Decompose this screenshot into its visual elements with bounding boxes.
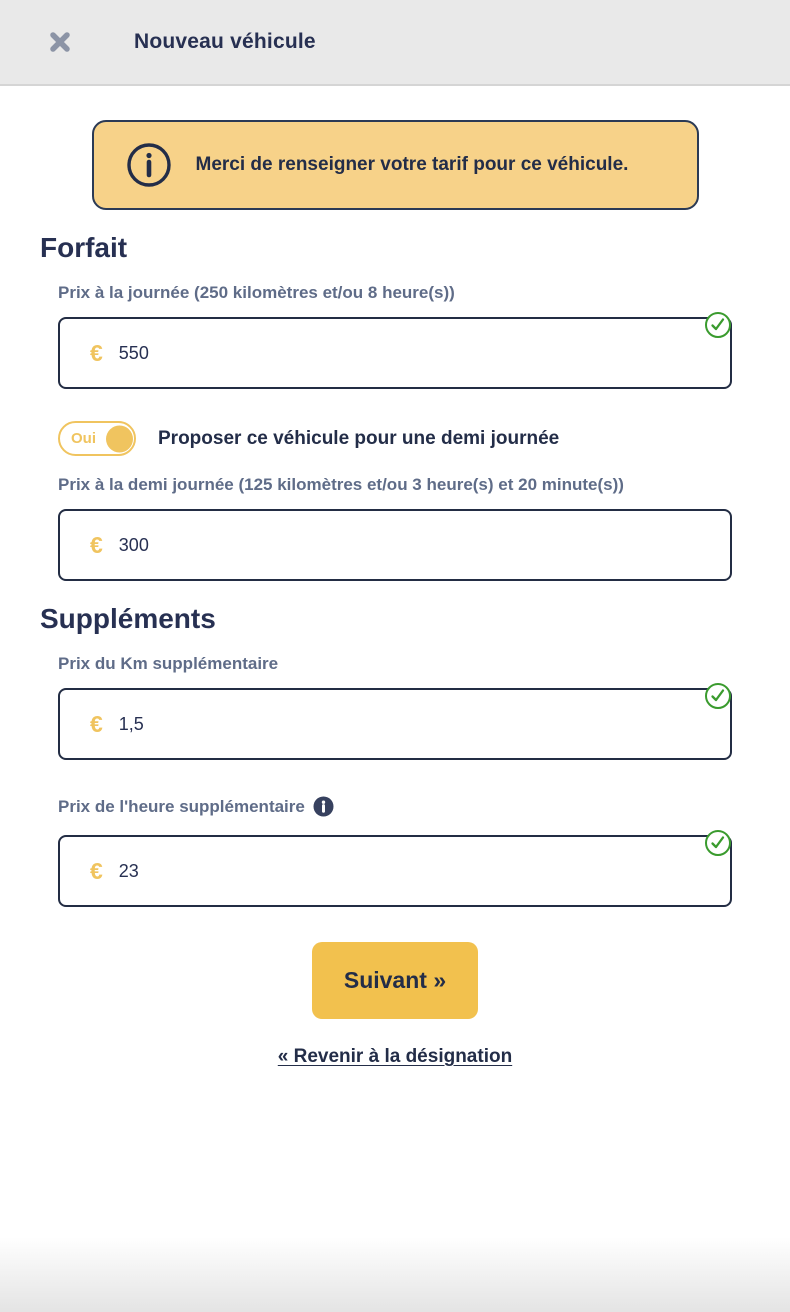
info-badge-icon[interactable] — [313, 796, 334, 817]
valid-check-icon — [704, 829, 732, 857]
euro-icon: € — [90, 531, 103, 558]
next-button[interactable]: Suivant » — [312, 942, 478, 1019]
toggle-state-label: Oui — [71, 430, 96, 447]
day-price-input[interactable] — [119, 343, 659, 364]
close-button[interactable] — [46, 28, 74, 56]
valid-check-icon — [704, 682, 732, 710]
euro-icon: € — [90, 857, 103, 884]
close-icon — [47, 29, 73, 55]
half-day-price-input[interactable] — [119, 535, 659, 556]
modal-title: Nouveau véhicule — [134, 30, 316, 53]
banner-text: Merci de renseigner votre tarif pour ce véhicule. — [195, 154, 629, 176]
hour-price-input[interactable] — [119, 861, 659, 882]
toggle-text: Proposer ce véhicule pour une demi journée — [158, 427, 560, 449]
half-day-toggle[interactable] — [58, 421, 136, 456]
toggle-knob — [106, 425, 133, 452]
bottom-fade — [0, 1237, 790, 1312]
euro-icon: € — [90, 710, 103, 737]
valid-check-icon — [704, 311, 732, 339]
info-icon — [126, 142, 172, 188]
km-price-field — [58, 654, 732, 760]
section-heading-forfait: Forfait — [40, 232, 128, 263]
section-heading-supplements: Suppléments — [40, 603, 216, 634]
info-banner — [92, 120, 699, 210]
half-day-toggle-row — [58, 421, 732, 456]
day-price-input-box — [58, 317, 732, 389]
hour-price-field — [58, 796, 732, 907]
day-price-field — [58, 283, 732, 389]
km-price-label: Prix du Km supplémentaire — [58, 654, 279, 673]
half-day-price-input-box — [58, 509, 732, 581]
hour-price-label: Prix de l'heure supplémentaire — [58, 796, 305, 816]
tariff-form — [0, 120, 790, 1068]
hour-price-input-box — [58, 835, 732, 907]
km-price-input[interactable] — [119, 714, 659, 735]
half-day-price-label: Prix à la demi journée (125 kilomètres et/ou 3 heure(s) et 20 minute(s)) — [58, 475, 624, 494]
hour-price-label-row — [58, 796, 732, 817]
day-price-label: Prix à la journée (250 kilomètres et/ou 8 heure(s)) — [58, 283, 455, 302]
km-price-input-box — [58, 688, 732, 760]
euro-icon: € — [90, 339, 103, 366]
back-link[interactable]: « Revenir à la désignation — [277, 1046, 513, 1067]
modal-header — [0, 0, 790, 86]
half-day-price-field — [58, 475, 732, 581]
